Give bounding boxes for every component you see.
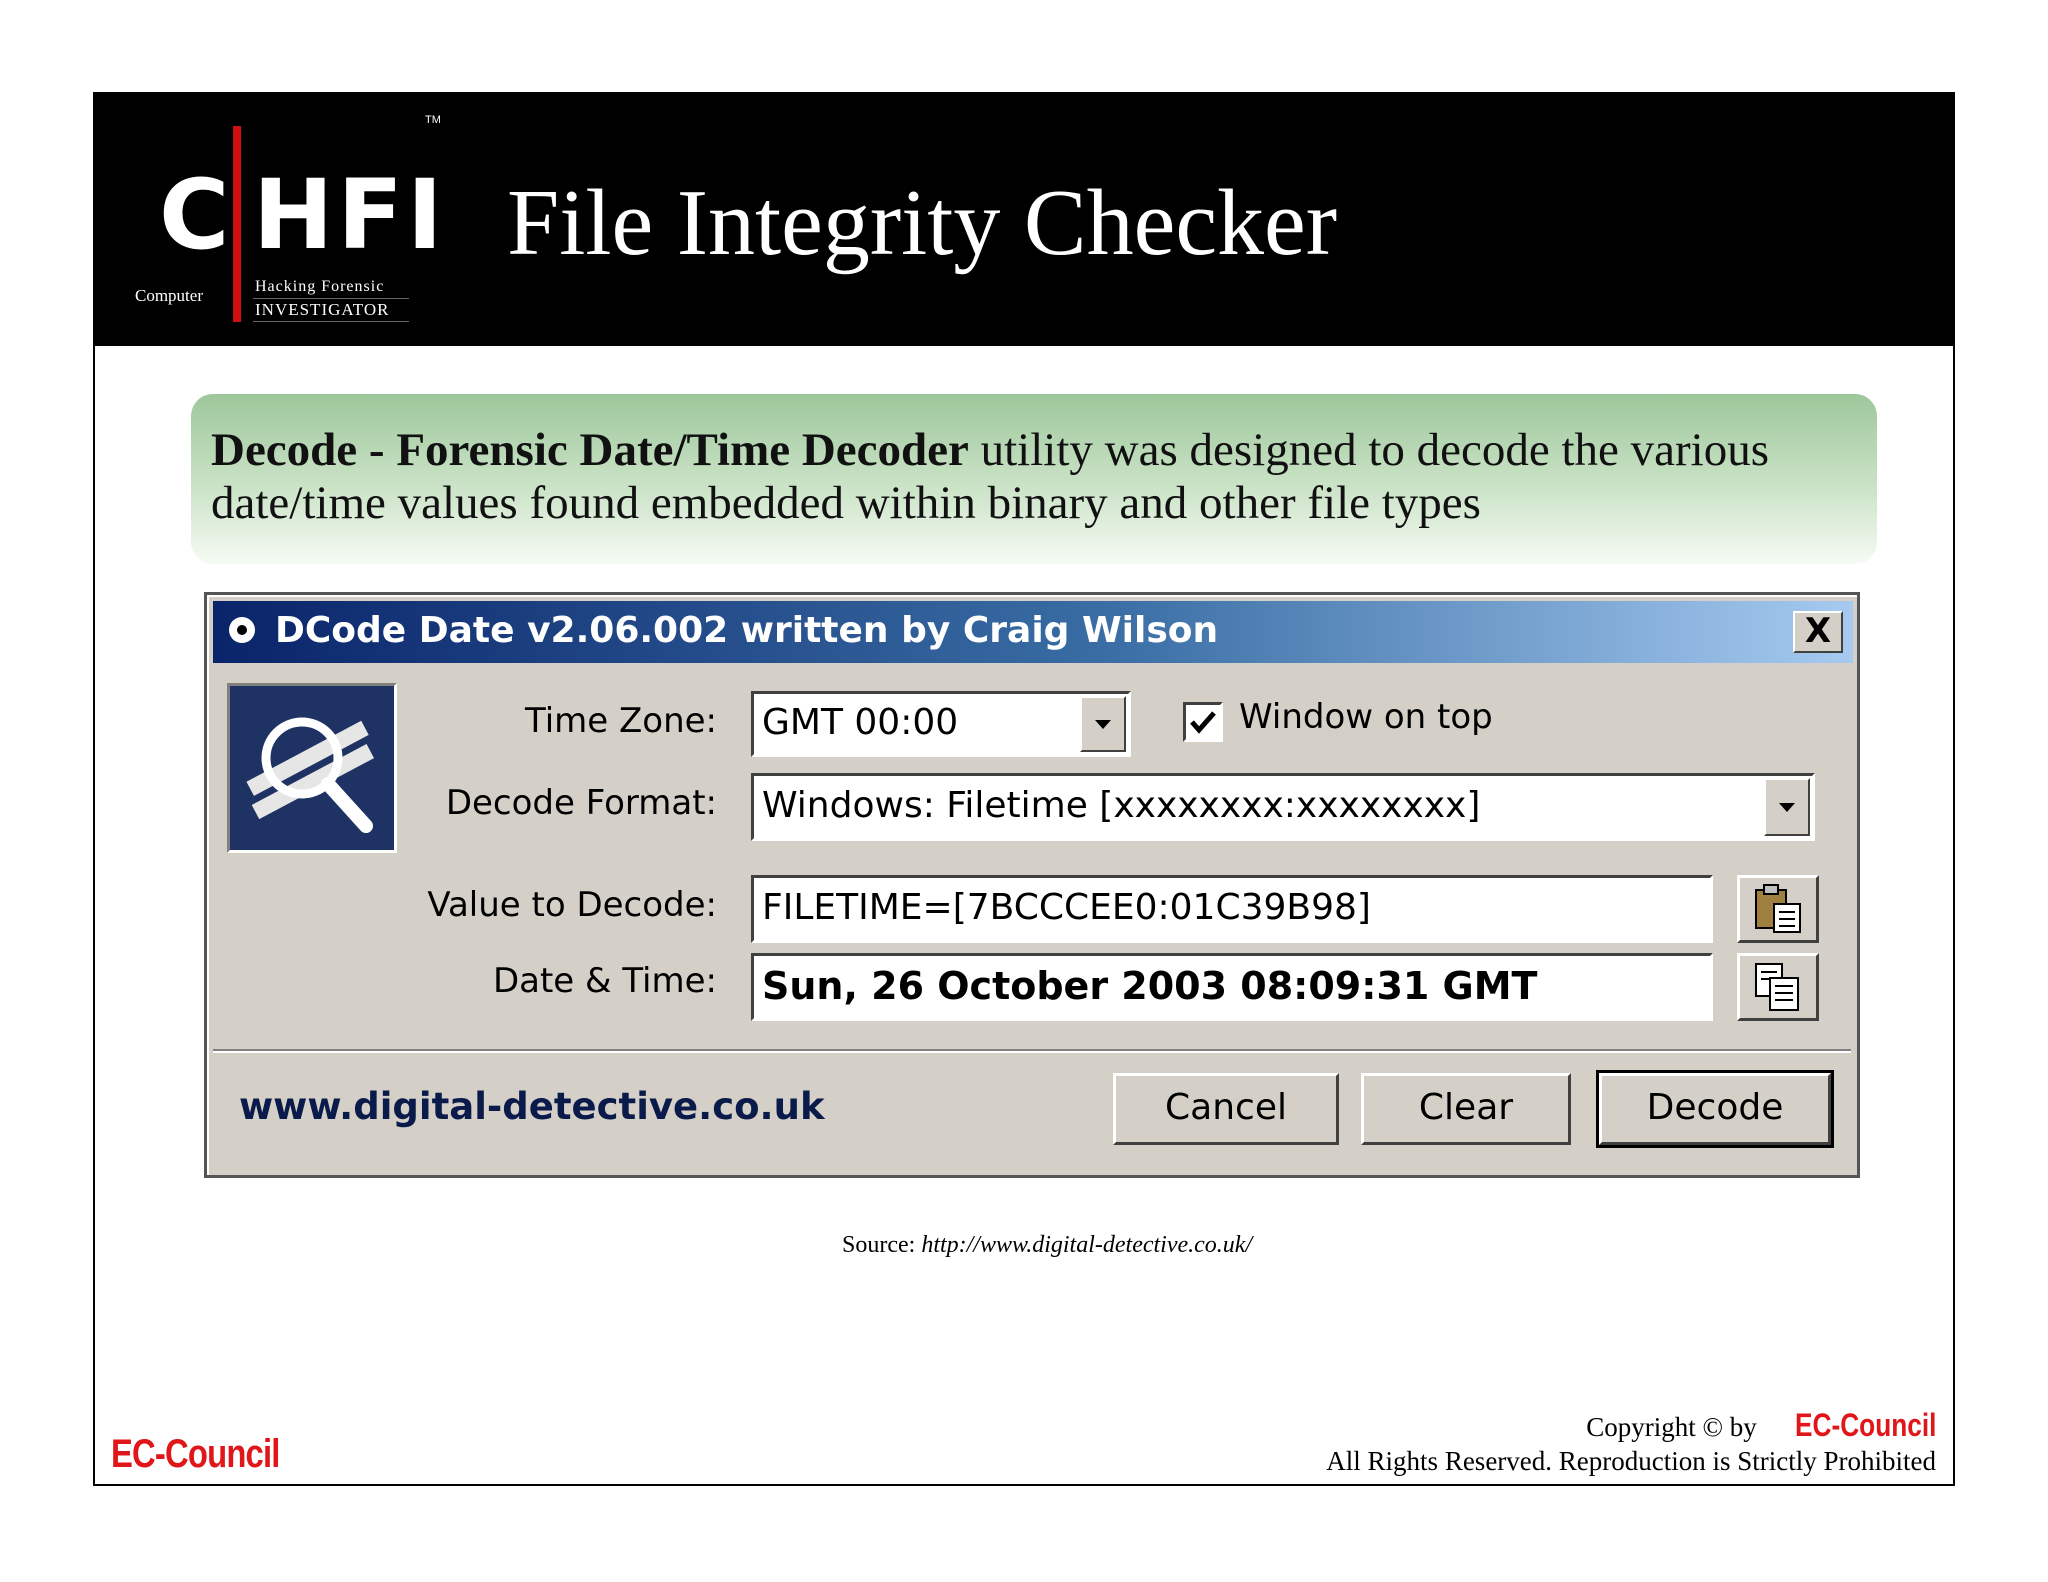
- source-url: http://www.digital-detective.co.uk/: [921, 1232, 1253, 1258]
- logo-red-bar: [233, 126, 241, 322]
- decode-format-select[interactable]: [751, 773, 1815, 841]
- date-time-label: Date & Time:: [492, 961, 717, 1001]
- slide: [93, 92, 1955, 1486]
- logo-letters-hfi: HFI: [253, 159, 447, 271]
- decode-format-dropdown-button[interactable]: [1764, 778, 1810, 836]
- decode-button[interactable]: Decode: [1599, 1073, 1831, 1145]
- chevron-down-icon: [1776, 780, 1798, 834]
- window-on-top-checkbox[interactable]: [1183, 702, 1223, 742]
- description-bold: Decode - Forensic Date/Time Decoder: [211, 424, 969, 476]
- time-zone-value: GMT 00:00: [762, 702, 959, 743]
- checkmark-icon: [1186, 705, 1220, 739]
- copyright-text: Copyright © by: [1586, 1412, 1764, 1442]
- description-text: [211, 424, 1871, 530]
- ec-council-logo: EC-Council: [111, 1432, 280, 1476]
- source-prefix: Source:: [842, 1232, 922, 1258]
- clear-button[interactable]: Clear: [1361, 1073, 1571, 1145]
- value-to-decode-label: Value to Decode:: [427, 885, 717, 925]
- close-button[interactable]: X: [1793, 611, 1843, 653]
- stopwatch-icon: [229, 617, 255, 643]
- time-zone-select[interactable]: [751, 691, 1131, 757]
- dialog-separator: [213, 1049, 1851, 1053]
- description-body: utility was designed to decode the various date/time values found embedded within binary and other file types: [211, 424, 1769, 529]
- copyright-brand: EC-Council: [1794, 1407, 1936, 1443]
- dialog-title: DCode Date v2.06.002 written by Craig Wilson: [275, 610, 1219, 651]
- logo-hacking-forensic-text: Hacking Forensic: [255, 278, 385, 295]
- dcode-dialog: [204, 592, 1860, 1178]
- page-title: File Integrity Checker: [507, 171, 1338, 275]
- value-to-decode-input[interactable]: [751, 875, 1713, 943]
- website-link[interactable]: www.digital-detective.co.uk: [239, 1085, 825, 1128]
- value-to-decode-text: FILETIME=[7BCCCEE0:01C39B98]: [762, 887, 1371, 928]
- paste-button[interactable]: [1737, 875, 1819, 943]
- description-callout: [191, 394, 1877, 564]
- slide-header: [95, 94, 1953, 346]
- rights-text: All Rights Reserved. Reproduction is Strictly Prohibited: [1326, 1446, 1936, 1476]
- clipboard-paste-icon: [1740, 878, 1816, 940]
- chevron-down-icon: [1092, 698, 1114, 750]
- dialog-titlebar[interactable]: [213, 601, 1853, 663]
- logo-letter-c: C: [159, 159, 226, 271]
- date-time-value: Sun, 26 October 2003 08:09:31 GMT: [762, 964, 1538, 1008]
- decode-format-label: Decode Format:: [445, 783, 717, 823]
- logo-trademark: TM: [425, 114, 441, 126]
- decode-format-value: Windows: Filetime [xxxxxxxx:xxxxxxxx]: [762, 785, 1481, 826]
- magnifier-icon: [227, 683, 397, 853]
- logo-computer-text: Computer: [135, 286, 203, 305]
- source-caption: [842, 1232, 1252, 1259]
- chfi-logo: [135, 114, 447, 324]
- time-zone-dropdown-button[interactable]: [1080, 696, 1126, 752]
- copyright-notice: [1326, 1408, 1936, 1478]
- cancel-button[interactable]: Cancel: [1113, 1073, 1339, 1145]
- window-on-top-label[interactable]: Window on top: [1239, 697, 1493, 737]
- date-time-output[interactable]: [751, 953, 1713, 1021]
- copy-icon: [1740, 956, 1816, 1018]
- time-zone-label: Time Zone:: [524, 701, 717, 741]
- copyright-line: [1326, 1408, 1936, 1444]
- copy-button[interactable]: [1737, 953, 1819, 1021]
- logo-investigator-text: INVESTIGATOR: [253, 298, 409, 322]
